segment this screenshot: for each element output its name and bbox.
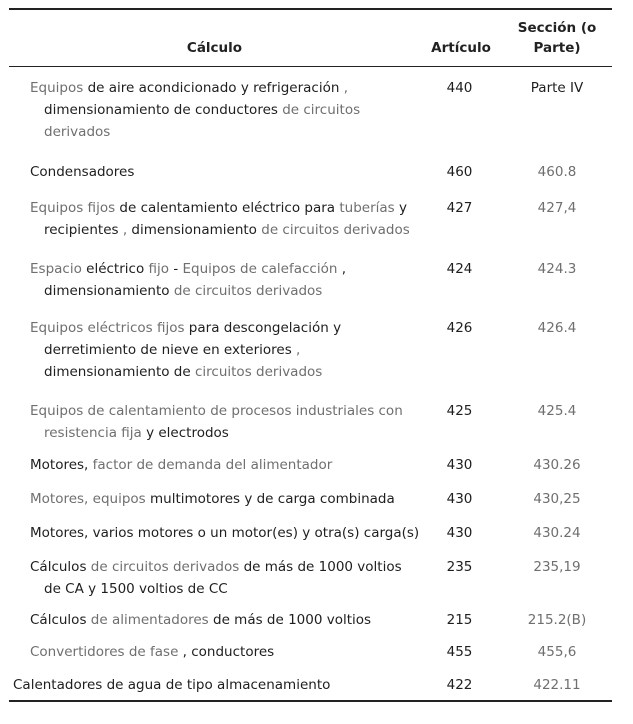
calc-text: de calentamiento eléctrico para (119, 200, 336, 216)
cell-section: 422.11 (533, 677, 581, 693)
cell-article: 440 (446, 80, 473, 96)
cell-section: 424.3 (537, 261, 577, 277)
cell-article: 422 (446, 677, 473, 693)
calc-text: dimensionamiento (44, 283, 170, 299)
cell-section: 460.8 (537, 164, 577, 180)
cell-calc (9, 674, 409, 696)
calc-line (30, 609, 409, 631)
cell-calc (9, 197, 409, 241)
cell-section: 455,6 (537, 644, 577, 660)
table-row (9, 478, 612, 512)
cell-section: Parte IV (530, 80, 584, 96)
calc-text: recipientes (44, 222, 119, 238)
calc-line (30, 556, 409, 578)
cell-calc (9, 400, 409, 444)
cell-article: 430 (446, 457, 473, 473)
calc-text: multimotores y de carga combinada (149, 491, 395, 507)
calc-text: y (394, 200, 407, 216)
table-bottom-rule (9, 700, 612, 702)
calc-line (30, 219, 409, 241)
calc-text: Condensadores (30, 164, 135, 180)
cell-section: 427,4 (537, 200, 577, 216)
cell-calc (9, 161, 409, 183)
cell-article: 460 (446, 164, 473, 180)
calc-text: dimensionamiento (131, 222, 257, 238)
calc-line (30, 197, 409, 219)
calc-text: Equipos eléctricos fijos (30, 320, 189, 336)
table-row (9, 666, 612, 700)
calc-text: Espacio (30, 261, 87, 277)
calc-text: de CA y 1500 voltios de CC (44, 581, 228, 597)
calc-text: dimensionamiento de conductores (44, 102, 278, 118)
calc-text: derivados (44, 124, 111, 140)
cell-calc (9, 258, 409, 302)
calc-text: Motores, varios motores o un motor(es) y otra(s) carga(s) (30, 525, 420, 541)
calc-text: circuitos derivados (194, 364, 323, 380)
cell-article: 425 (446, 403, 473, 419)
calc-text: tuberías (335, 200, 395, 216)
calc-text: Equipos de calefacción (182, 261, 338, 277)
calculations-table (9, 8, 612, 702)
cell-calc (9, 641, 409, 663)
calc-text: , (337, 261, 346, 277)
calc-text: de circuitos derivados (86, 559, 244, 575)
header-section-line1: Sección (o (517, 20, 597, 36)
calc-line (30, 400, 409, 422)
cell-article: 430 (446, 491, 473, 507)
calc-line (30, 317, 409, 339)
calc-text: , (339, 80, 348, 96)
calc-text: , (118, 222, 132, 238)
table-row (9, 546, 612, 600)
calc-text: derretimiento de nieve en exteriores (44, 342, 292, 358)
calc-text: de más de 1000 voltios (213, 612, 372, 628)
table-row (9, 148, 612, 184)
cell-article: 215 (446, 612, 473, 628)
calc-line (30, 422, 409, 444)
calc-text: Cálculos (30, 559, 87, 575)
calc-text: de circuitos (277, 102, 361, 118)
calc-text: resistencia fija (44, 425, 142, 441)
calc-line (30, 280, 409, 302)
table-row (9, 67, 612, 148)
calc-line (30, 578, 409, 600)
calc-text: , conductores (178, 644, 275, 660)
calc-text: Convertidores de fase (30, 644, 179, 660)
cell-calc (9, 454, 409, 476)
cell-section: 425.4 (537, 403, 577, 419)
calc-text: dimensionamiento de (44, 364, 195, 380)
cell-calc (9, 488, 409, 510)
calc-line (30, 361, 409, 383)
calc-text: fijo (144, 261, 174, 277)
calc-text: Motores, equipos (30, 491, 150, 507)
cell-article: 424 (446, 261, 473, 277)
calc-text: Calentadores de agua de tipo almacenamiento (13, 677, 331, 693)
calc-text: , (291, 342, 301, 358)
cell-article: 426 (446, 320, 473, 336)
table-row (9, 304, 612, 388)
calc-text: factor de demanda del alimentador (88, 457, 333, 473)
table-row (9, 512, 612, 546)
calc-text: Equipos de calentamiento de procesos industriales con (30, 403, 403, 419)
calc-text: de alimentadores (86, 612, 214, 628)
calc-text: Equipos fijos (30, 200, 120, 216)
calc-line (13, 674, 409, 696)
cell-calc (9, 556, 409, 600)
calc-line (30, 339, 409, 361)
calc-text: de circuitos derivados (169, 283, 323, 299)
cell-calc (9, 522, 420, 544)
cell-calc (9, 77, 409, 143)
calc-text: de aire acondicionado y refrigeración (87, 80, 340, 96)
cell-article: 427 (446, 200, 473, 216)
calc-line (30, 99, 409, 121)
cell-calc (9, 609, 409, 631)
table-body (9, 67, 612, 700)
cell-section: 235,19 (533, 559, 581, 575)
cell-section: 430.24 (533, 525, 581, 541)
calc-text: de más de 1000 voltios (243, 559, 402, 575)
cell-section: 426.4 (537, 320, 577, 336)
calc-text: de circuitos derivados (256, 222, 410, 238)
cell-article: 430 (446, 525, 473, 541)
header-section (502, 18, 612, 66)
cell-calc (9, 317, 409, 383)
table-row (9, 388, 612, 444)
calc-line (30, 641, 409, 663)
calc-text: Equipos (30, 80, 88, 96)
cell-article: 235 (446, 559, 473, 575)
calc-text: - (173, 261, 183, 277)
calc-line (30, 522, 420, 544)
calc-text: para descongelación y (188, 320, 342, 336)
table-row (9, 444, 612, 478)
calc-line (30, 488, 409, 510)
calc-line (30, 258, 409, 280)
header-section-line2: Parte) (533, 40, 581, 56)
calc-text: Motores, (30, 457, 89, 473)
calc-line (30, 121, 409, 143)
header-article: Artículo (431, 40, 491, 56)
calc-text: eléctrico (86, 261, 145, 277)
cell-article: 455 (446, 644, 473, 660)
calc-text: y electrodos (141, 425, 229, 441)
cell-section: 430.26 (533, 457, 581, 473)
table-row (9, 184, 612, 245)
header-calc: Cálculo (186, 40, 243, 56)
table-row (9, 633, 612, 666)
table-row (9, 600, 612, 633)
cell-section: 215.2(B) (527, 612, 587, 628)
table-header (9, 10, 612, 66)
table-row (9, 245, 612, 304)
calc-line (30, 77, 409, 99)
calc-text: Cálculos (30, 612, 87, 628)
cell-section: 430,25 (533, 491, 581, 507)
calc-line (30, 454, 409, 476)
calc-line (30, 161, 409, 183)
